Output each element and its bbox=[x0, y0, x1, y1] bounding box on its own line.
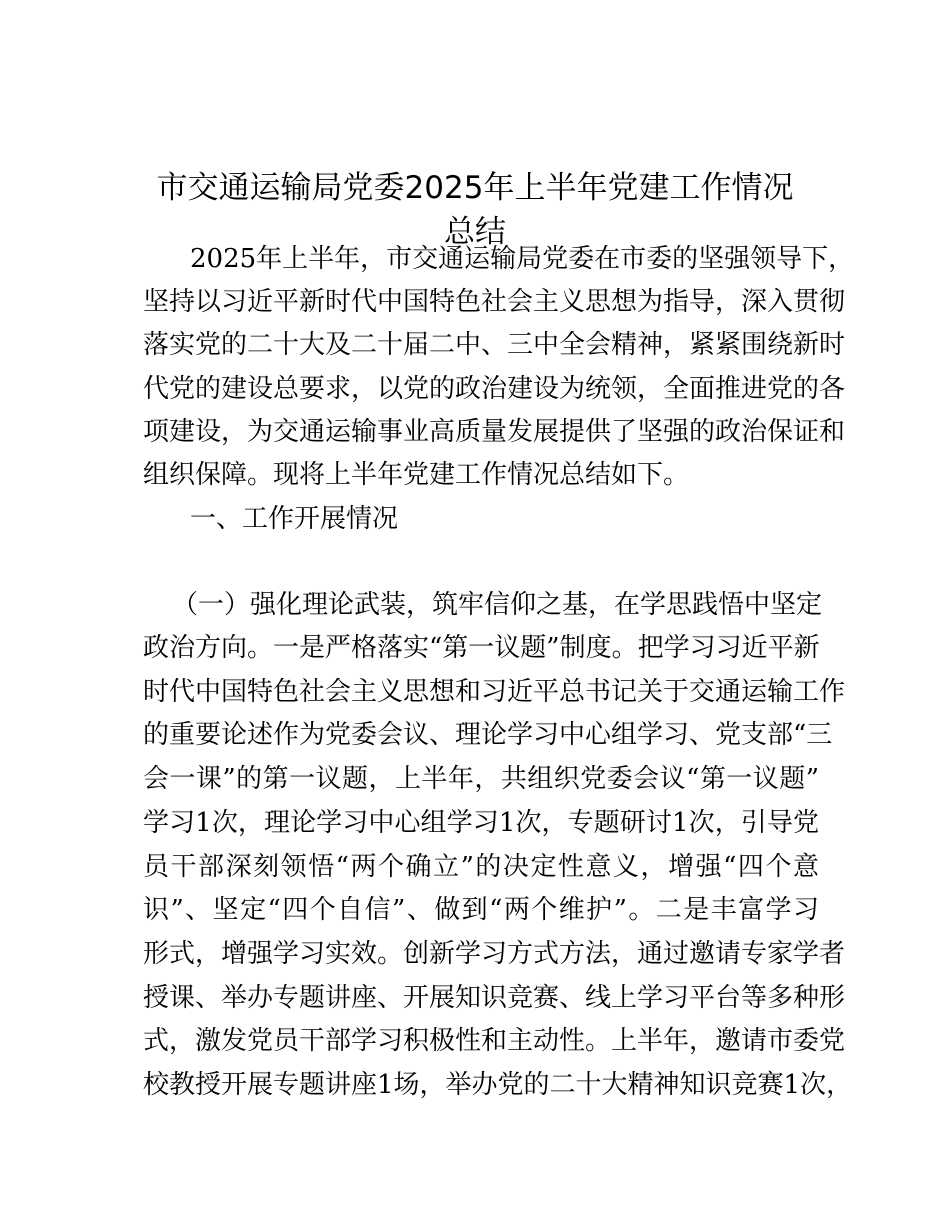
section1-line: 式，激发党员干部学习积极性和主动性。上半年，邀请市委党 bbox=[143, 1026, 846, 1056]
section1-line: 授课、举办专题讲座、开展知识竞赛、线上学习平台等多种形 bbox=[143, 983, 846, 1013]
section1-line: 校教授开展专题讲座1场，举办党的二十大精神知识竞赛1次， bbox=[143, 1070, 853, 1100]
document-title-line-2: 总结 bbox=[444, 214, 506, 250]
section1-line: 时代中国特色社会主义思想和习近平总书记关于交通运输工作 bbox=[143, 677, 846, 707]
section1-line: 识”、坚定“四个自信”、做到“两个维护”。二是丰富学习 bbox=[143, 895, 819, 925]
section1-line: （一）强化理论武装，筑牢信仰之基，在学思践悟中坚定 bbox=[172, 590, 823, 620]
intro-line: 组织保障。现将上半年党建工作情况总结如下。 bbox=[143, 460, 690, 490]
intro-line: 项建设，为交通运输事业高质量发展提供了坚强的政治保证和 bbox=[143, 417, 846, 447]
section1-line: 学习1次，理论学习中心组学习1次，专题研讨1次，引导党 bbox=[143, 808, 819, 838]
section1-line: 的重要论述作为党委会议、理论学习中心组学习、党支部“三 bbox=[143, 720, 833, 750]
section-heading: 一、工作开展情况 bbox=[190, 504, 399, 534]
intro-line: 代党的建设总要求，以党的政治建设为统领，全面推进党的各 bbox=[143, 374, 846, 404]
document-title-line-1: 市交通运输局党委2025年上半年党建工作情况 bbox=[156, 170, 794, 206]
section1-line: 政治方向。一是严格落实“第一议题”制度。把学习习近平新 bbox=[143, 633, 820, 663]
intro-line: 落实党的二十大及二十届二中、三中全会精神，紧紧围绕新时 bbox=[143, 330, 846, 360]
section1-line: 会一课”的第一议题，上半年，共组织党委会议“第一议题” bbox=[143, 764, 819, 794]
intro-line: 2025年上半年，市交通运输局党委在市委的坚强领导下， bbox=[190, 244, 855, 274]
section1-line: 形式，增强学习实效。创新学习方式方法，通过邀请专家学者 bbox=[143, 939, 846, 969]
section1-line: 员干部深刻领悟“两个确立”的决定性意义，增强“四个意 bbox=[143, 852, 819, 882]
intro-line: 坚持以习近平新时代中国特色社会主义思想为指导，深入贯彻 bbox=[143, 287, 846, 317]
